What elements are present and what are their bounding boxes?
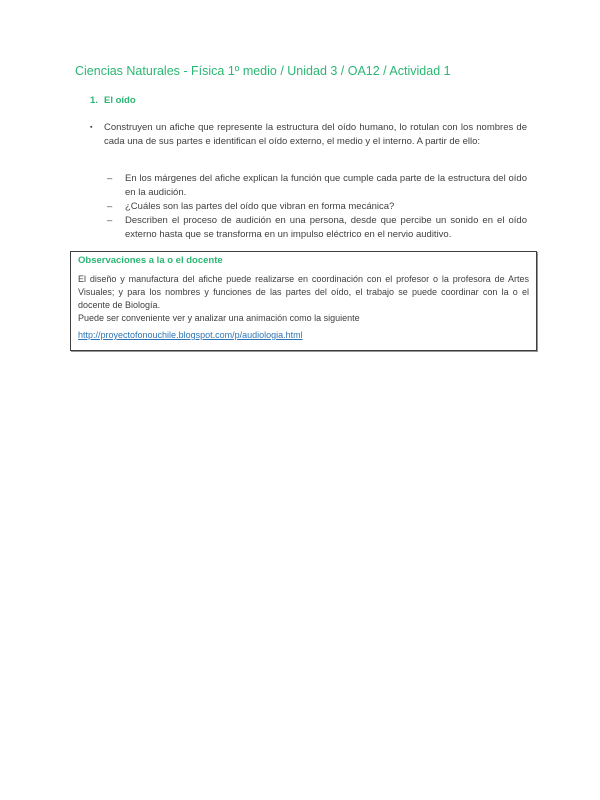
list-item-text: ¿Cuáles son las partes del oído que vibran en forma mecánica?: [125, 201, 395, 212]
activity-intro: [90, 121, 527, 149]
audiologia-link[interactable]: http://proyectofonouchile.blogspot.com/p/audiologia.html: [78, 330, 303, 340]
teacher-box-paragraph: El diseño y manufactura del afiche puede realizarse en coordinación con el profesor o la profesora de Artes Visuales; y para los nombres y funciones de las partes del oído, el trabajo se puede coordinar con la o el docente de Biología.: [78, 274, 529, 310]
dash-bullet-icon: –: [107, 215, 113, 226]
dash-bullet-icon: –: [107, 173, 113, 184]
activity-intro-text: Construyen un afiche que represente la estructura del oído humano, lo rotulan con los nombres de cada una de sus partes e identifican el oído externo, el medio y el interno. A partir de ello:: [104, 122, 527, 147]
list-item: [107, 214, 527, 242]
section-number: 1.: [90, 95, 98, 106]
list-item-text: Describen el proceso de audición en una persona, desde que percibe un sonido en el oído externo hasta que se transforma en un impulso eléctrico en el nervio auditivo.: [125, 215, 527, 240]
list-item-text: En los márgenes del afiche explican la función que cumple cada parte de la estructura del oído en la audición.: [125, 173, 527, 198]
list-item: [107, 200, 527, 214]
page-title: Ciencias Naturales - Física 1º medio / Unidad 3 / OA12 / Actividad 1: [75, 64, 451, 78]
activity-sublist: [107, 172, 527, 242]
square-bullet-icon: ▪: [90, 124, 93, 131]
list-item: [107, 172, 527, 200]
section-title: El oído: [104, 95, 136, 106]
section-heading: [90, 95, 136, 106]
teacher-box-heading: Observaciones a la o el docente: [78, 255, 223, 266]
dash-bullet-icon: –: [107, 201, 113, 212]
teacher-observations-box: [70, 251, 537, 351]
teacher-box-paragraph: Puede ser conveniente ver y analizar una animación como la siguiente: [78, 313, 360, 323]
